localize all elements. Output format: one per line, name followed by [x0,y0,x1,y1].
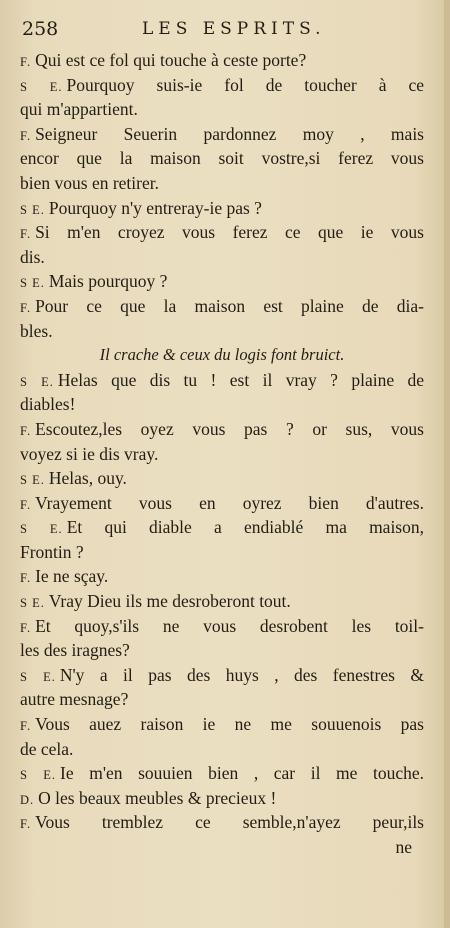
text-line [20,319,424,344]
text-line [20,220,424,245]
line-text: Pour ce que la maison est plaine de dia- [35,295,424,316]
line-text: Helas que dis tu ! est il vray ? plaine de [57,369,424,390]
line-text: bles. [20,320,53,341]
text-line [20,737,424,762]
speaker-label: F. [20,817,32,832]
text-line [20,491,424,516]
page-number: 258 [22,18,59,40]
text-line [20,73,424,98]
speaker-label: D. [20,792,35,807]
text-line [20,786,424,811]
line-text: Si m'en croyez vous ferez ce que ie vous [35,222,424,243]
text-line [20,97,424,122]
text-line [20,368,424,393]
text-line [20,417,424,442]
line-text: Pourquoy suis-ie fol de toucher à ce [66,74,424,95]
line-text: Mais pourquoy ? [48,271,168,292]
text-line [20,614,424,639]
catchword: ne [395,837,412,857]
speaker-label: F. [20,423,32,438]
speaker-label: F. [20,620,32,635]
line-text: Vray Dieu ils me desroberont tout. [48,591,291,612]
speaker-label: S E. [20,596,45,611]
line-text: Qui est ce fol qui touche à ceste porte? [35,50,307,70]
line-text: Pourquoy n'y entreray-ie pas ? [48,197,262,218]
speaker-label: F. [20,300,32,315]
speaker-label: S E. [20,79,63,94]
page-edge [444,0,450,928]
line-text: Escoutez,les oyez vous pas ? or sus, vous [35,418,424,439]
line-text: Et quoy,s'ils ne vous desrobent les toil- [35,615,424,636]
line-text: qui m'appartient. [20,99,138,120]
text-line [20,269,424,294]
line-text: Ie ne sçay. [35,566,109,587]
speaker-label: S E. [20,669,56,684]
line-text: Helas, ouy. [48,468,127,489]
text-line [20,663,424,688]
line-text: Et qui diable a endiablé ma maison, [66,517,424,538]
speaker-label: F. [20,227,32,242]
line-text: Vous auez raison ie ne me souuenois pas [35,714,424,735]
speaker-label: S E. [20,202,45,217]
speaker-label: S E. [20,768,57,783]
text-line [20,146,424,171]
line-text: dis. [20,246,45,267]
text-line [20,392,424,417]
text-line [20,196,424,221]
line-text: Vous tremblez ce semble,n'ayez peur,ils [35,812,424,833]
speaker-label: S E. [20,522,63,537]
text-line [20,761,424,786]
stage-direction: Il crache & ceux du logis font bruict. [99,345,345,365]
text-line [20,466,424,491]
line-text: N'y a il pas des huys , des fenestres & [59,664,424,685]
text-line [20,515,424,540]
speaker-label: F. [20,128,32,143]
text-line [20,48,424,73]
running-title: LES ESPRITS. [142,19,326,39]
line-text: autre mesnage? [20,689,129,710]
line-text: les des iragnes? [20,640,130,661]
text-body [20,48,424,860]
line-text: bien vous en retirer. [20,172,159,193]
text-line [20,638,424,663]
text-line [20,687,424,712]
text-line [20,245,424,270]
line-text: Ie m'en souuien bien , car il me touche. [60,763,424,784]
speaker-label: F. [20,497,32,512]
text-line [20,294,424,319]
speaker-label: F. [20,55,32,69]
page-header [22,18,422,44]
text-line [20,540,424,565]
speaker-label: S E. [20,276,45,291]
line-text: diables! [20,394,76,415]
text-line [20,442,424,467]
speaker-label: F. [20,719,32,734]
text-line [20,564,424,589]
line-text: encor que la maison soit vostre,si ferez vous [20,148,424,169]
line-text: O les beaux meubles & precieux ! [38,787,277,808]
text-line [20,712,424,737]
line-text: de cela. [20,738,74,759]
speaker-label: S E. [20,473,45,488]
speaker-label: F. [20,571,32,586]
line-text: voyez si ie dis vray. [20,443,159,464]
line-text: Vrayement vous en oyrez bien d'autres. [35,492,424,513]
text-line [20,122,424,147]
line-text: Seigneur Seuerin pardonnez moy , mais [35,123,424,144]
text-line [20,589,424,614]
speaker-label: S E. [20,374,54,389]
text-line [20,171,424,196]
line-text: Frontin ? [20,541,84,562]
text-line [20,810,424,835]
